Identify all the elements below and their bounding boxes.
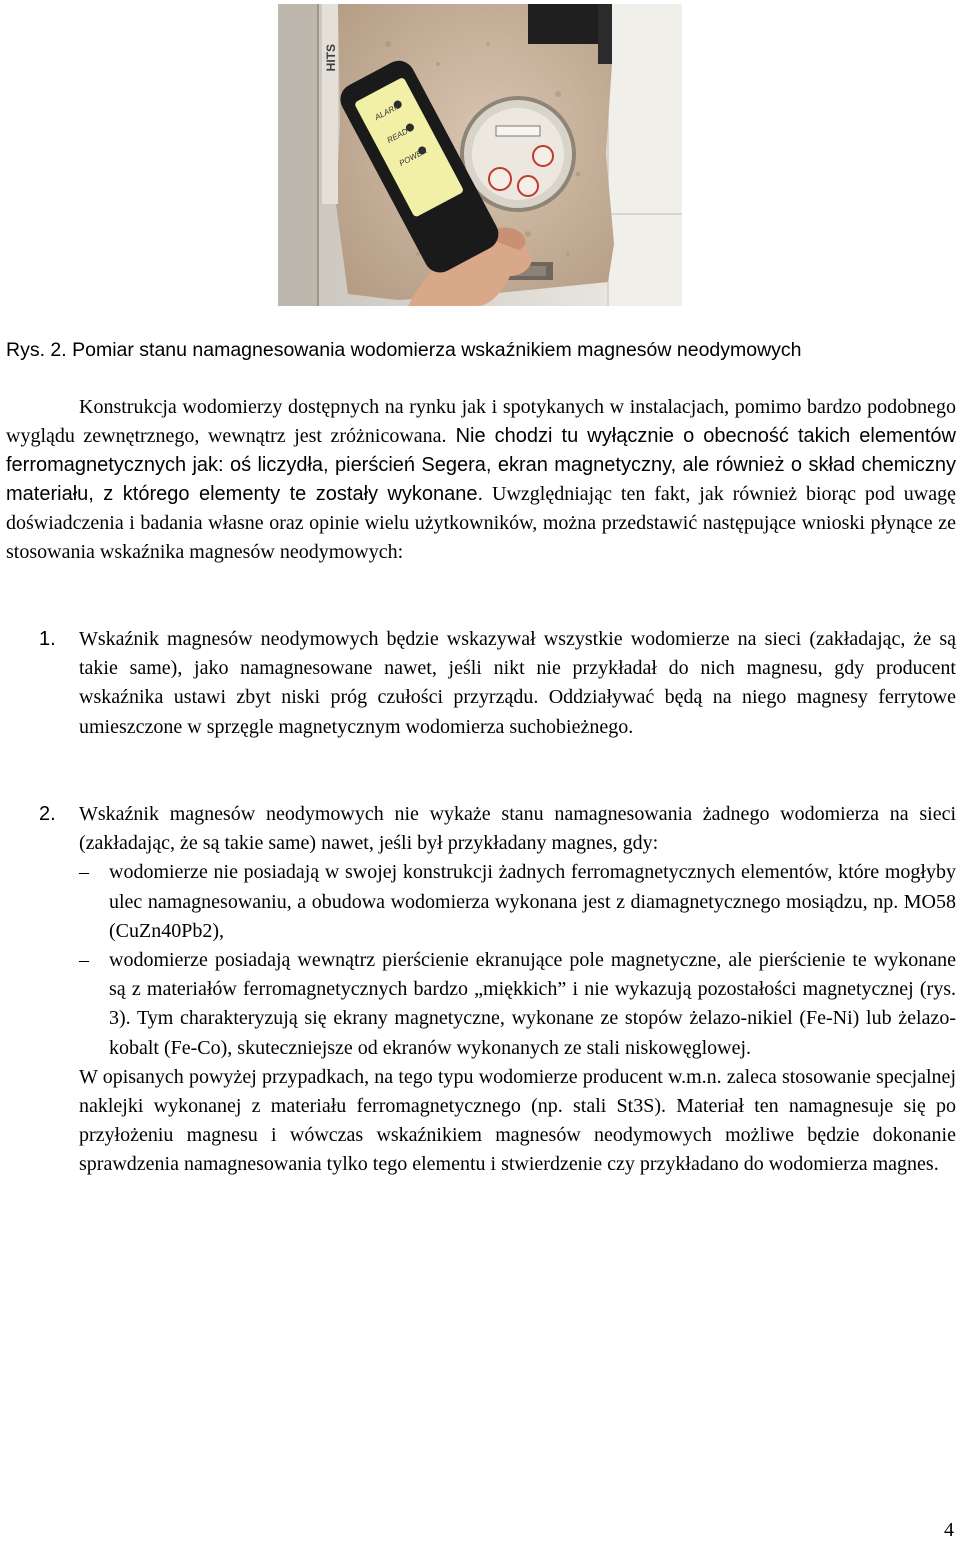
list-item-1 bbox=[0, 625, 956, 742]
device-label-ready: READY bbox=[385, 124, 415, 146]
condition-item-1 bbox=[79, 858, 956, 946]
condition-list bbox=[79, 858, 956, 1062]
condition-item-2 bbox=[79, 946, 956, 1063]
device-label-power: POWER bbox=[397, 145, 429, 168]
dash-marker: – bbox=[79, 949, 89, 972]
condition-text: wodomierze posiadają wewnątrz pierścienie ekranujące pole magnetyczne, ale pierścienie te wykonane są z materiałów ferromagnetycznych bardzo „miękkich” i nie wykazują pozostałości magnetycznej (rys. 3). Tym charakteryzują się ekrany magnetyczne, wykonane ze stopów żelazo-nikiel (Fe-Ni) lub żelazo-kobalt (Fe-Co), skuteczniejsze od ekranów wykonanych ze stali niskowęglowej. bbox=[109, 949, 956, 1059]
intro-sentence-3: Uwzględniając ten fakt, jak również biorąc pod uwagę doświadczenia i badania własne oraz opinie wielu użytkowników, można przedstawić następujące wnioski płynące ze stosowania wskaźnika magnesów neodymowych: bbox=[6, 483, 956, 563]
device-label-alarm: ALARM bbox=[373, 101, 402, 123]
intro-paragraph bbox=[6, 393, 956, 567]
condition-text: wodomierze nie posiadają w swojej konstrukcji żadnych ferromagnetycznych elementów, które mogłyby ulec namagnesowaniu, a obudowa wodomierza wykonana jest z diamagnetycznego mosiądzu, np. MO58 (CuZn40Pb2), bbox=[109, 861, 956, 942]
list-item-2 bbox=[0, 800, 956, 1180]
intro-sentence-2: Nie chodzi tu wyłącznie o obecność takich elementów ferromagnetycznych jak: oś liczydła, pierścień Segera, ekran magnetyczny, ale również o skład chemiczny materiału, z którego elementy te zostały wykonane. bbox=[6, 425, 956, 505]
wall-stamp-text: HITS bbox=[324, 44, 338, 72]
list-item-text: Wskaźnik magnesów neodymowych będzie wskazywał wszystkie wodomierze na sieci (zakładając, że są takie same), jako namagnesowane nawet, jeśli nikt nie przykładał do nich magnesu, gdy producent wskaźnika ustawi zbyt niski próg czułości przyrządu. Oddziaływać będą na niego magnesy ferrytowe umieszczone w sprzęgle magnetycznym wodomierza suchobieżnego. bbox=[79, 628, 956, 738]
figure-caption: Rys. 2. Pomiar stanu namagnesowania wodomierza wskaźnikiem magnesów neodymowych bbox=[6, 339, 802, 361]
meter-photo-illustration bbox=[278, 4, 682, 306]
closing-paragraph: W opisanych powyżej przypadkach, na tego typu wodomierze producent w.m.n. zaleca stosowanie specjalnej naklejki wykonanej z materiału ferromagnetycznego (np. stali St3S). Materiał ten namagnesuje się po przyłożeniu magnesu i wówczas wskaźnikiem magnesów neodymowych możliwe będzie dokonanie sprawdzenia namagnesowania tylko tego elementu i stwierdzenie czy przykładano do wodomierza magnes. bbox=[79, 1065, 956, 1176]
list-item-text: Wskaźnik magnesów neodymowych nie wykaże stanu namagnesowania żadnego wodomierza na sieci (zakładając, że są takie same) nawet, jeśli był przykładany magnes, gdy: bbox=[79, 803, 956, 855]
dash-marker: – bbox=[79, 861, 89, 884]
meter-photo bbox=[278, 4, 682, 306]
page-number: 4 bbox=[944, 1519, 954, 1541]
intro-sentence-1: Konstrukcja wodomierzy dostępnych na rynku jak i spotykanych w instalacjach, pomimo bardzo podobnego wyglądu zewnętrznego, wewnątrz jest zróżnicowana. bbox=[6, 396, 956, 447]
list-number: 2. bbox=[39, 803, 56, 825]
list-number: 1. bbox=[39, 628, 56, 650]
